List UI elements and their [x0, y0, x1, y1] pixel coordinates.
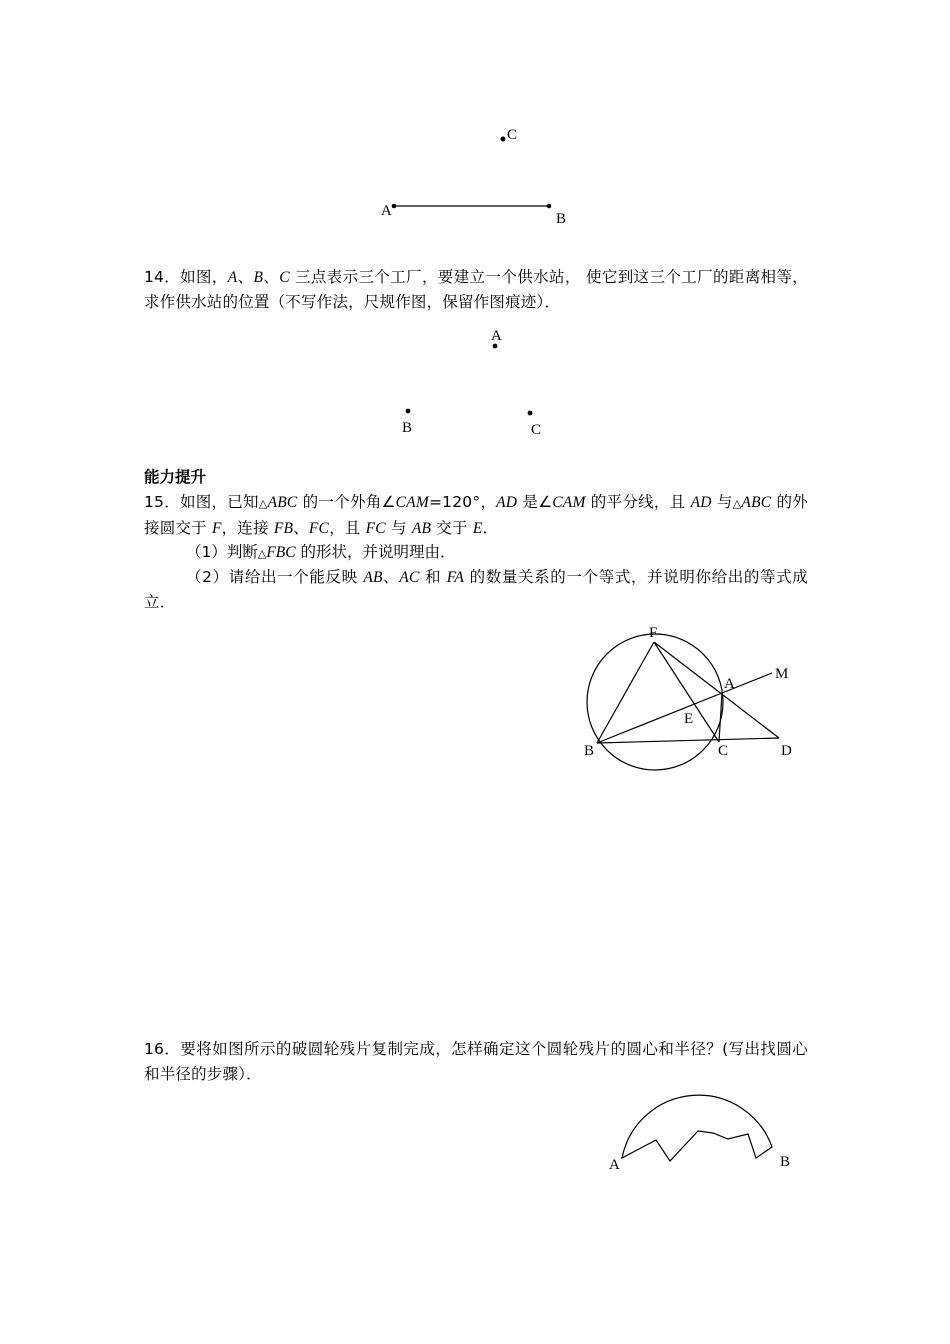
q14-text: 三点表示三个工厂，要建立一个供水站， 使它到这三个工厂的距离相等，求作供水站的位置（不写作法，尺规作图，保留作图痕迹）．: [144, 268, 808, 311]
q15-part2-text: 、: [382, 568, 400, 586]
point-c: [528, 411, 533, 416]
section-heading: 能力提升: [144, 468, 207, 486]
triangle-symbol: △: [732, 497, 742, 510]
q15-var: FA: [446, 569, 465, 586]
q15-var: FC: [365, 520, 386, 537]
q15-var: AB: [363, 569, 383, 586]
figure-q15: [575, 620, 800, 770]
q14-var-a: A: [227, 269, 238, 286]
q14-text: 如图，: [180, 268, 228, 286]
figure-q14: [390, 320, 560, 440]
q15-text: 的外接圆交于: [144, 493, 808, 537]
q15-text: 与: [385, 519, 412, 537]
q15-part1-text: （1）判断: [186, 543, 258, 561]
q15-text: ．: [482, 519, 499, 537]
q15-var: E: [472, 520, 483, 537]
point-b: [406, 409, 411, 414]
broken-wheel-fragment: [622, 1095, 772, 1161]
q15-var: CAM: [552, 494, 586, 511]
q15-part2-text: 和: [419, 568, 447, 586]
label-a: A: [491, 328, 502, 344]
label-a: A: [381, 203, 392, 219]
q14-sep: 、: [237, 268, 254, 286]
figure-q13: [370, 120, 590, 230]
q14-sep: 、: [263, 268, 280, 286]
q15-part-1: [186, 540, 456, 566]
label-b: B: [402, 420, 413, 436]
q15-var: ABC: [267, 494, 298, 511]
label-c: C: [531, 422, 542, 438]
q16-number: 16．: [144, 1040, 181, 1058]
q15-text: 的平分线，且: [585, 493, 691, 511]
q15-part1-text: 的形状，并说明理由．: [295, 543, 456, 561]
q15-var: FBC: [266, 544, 296, 561]
q14-var-b: B: [253, 269, 264, 286]
label-a: A: [609, 1157, 620, 1173]
label-c: C: [507, 127, 518, 143]
label-c: C: [718, 743, 729, 759]
point-a: [493, 344, 498, 349]
point-b: [547, 204, 552, 209]
question-15: [144, 490, 808, 541]
segment-bd: [597, 738, 779, 743]
q15-var: AD: [690, 494, 712, 511]
segment-fb: [597, 642, 654, 743]
segment-fc: [654, 642, 719, 742]
point-a: [392, 204, 397, 209]
q15-part-2: [144, 565, 808, 615]
q15-text: ，且: [329, 519, 366, 537]
q15-var: FC: [308, 520, 330, 537]
q14-number: 14．: [144, 268, 181, 286]
figure-q16: [600, 1090, 800, 1180]
q15-var: F: [211, 520, 222, 537]
label-d: D: [781, 743, 792, 759]
q15-text: 与: [711, 493, 733, 511]
q15-text: ，连接: [221, 519, 274, 537]
q14-var-c: C: [279, 269, 290, 286]
circumcircle: [587, 634, 723, 770]
q15-var: AB: [411, 520, 432, 537]
point-c: [501, 137, 506, 142]
q15-var: CAM: [395, 494, 429, 511]
triangle-symbol: △: [257, 547, 267, 560]
q15-part2-text: （2）请给出一个能反映: [186, 568, 364, 586]
q15-var: AC: [399, 569, 420, 586]
label-b: B: [780, 1154, 791, 1170]
label-a: A: [724, 676, 735, 692]
q15-text: 、: [293, 519, 309, 537]
q15-var: ABC: [741, 494, 772, 511]
q15-var: FB: [273, 520, 294, 537]
q15-text: =120°，: [428, 493, 497, 511]
q16-text: 要将如图所示的破圆轮残片复制完成，怎样确定这个圆轮残片的圆心和半径？(写出找圆心和半径的步骤）．: [144, 1040, 808, 1083]
segment-fd: [654, 642, 779, 738]
triangle-symbol: △: [258, 497, 268, 510]
label-b: B: [584, 743, 595, 759]
q15-text: 交于: [431, 519, 473, 537]
question-16: [144, 1037, 808, 1087]
q15-part2-text: 的数量关系的一个等式，并说明你给出的等式成立．: [144, 568, 808, 611]
q15-var: AD: [496, 494, 518, 511]
question-14: [144, 265, 808, 315]
q15-number: 15．: [144, 493, 180, 511]
label-e: E: [684, 711, 694, 727]
q15-text: 的一个外角∠: [297, 493, 396, 511]
label-m: M: [775, 666, 789, 682]
label-f: F: [649, 625, 658, 641]
label-b: B: [556, 211, 567, 227]
q15-text: 是∠: [517, 493, 553, 511]
q15-text: 如图，已知: [179, 493, 259, 511]
